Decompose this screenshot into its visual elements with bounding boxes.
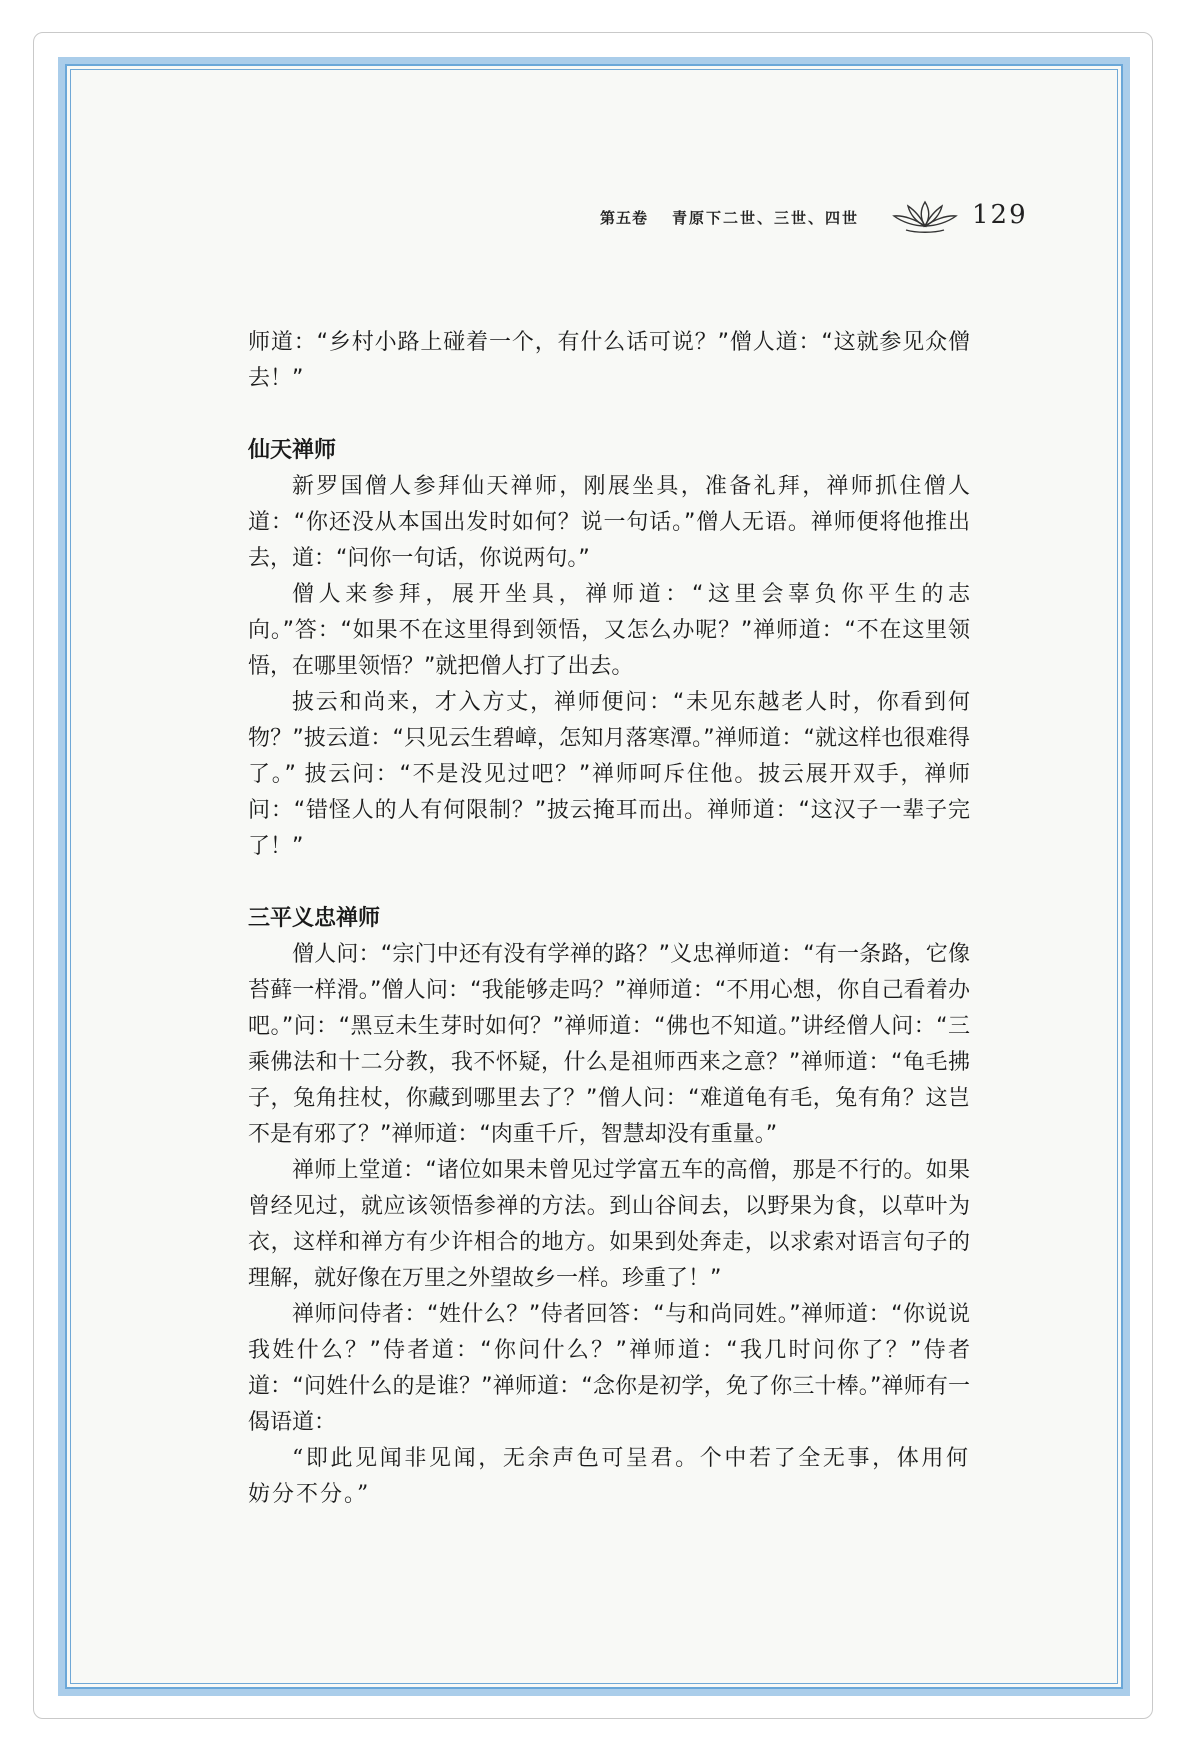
paragraph: 僧人来参拜，展开坐具，禅师道：“这里会辜负你平生的志向。”答：“如果不在这里得到领悟，又怎么办呢？”禅师道：“不在这里领悟，在哪里领悟？”就把僧人打了出去。 xyxy=(248,582,970,679)
paragraph: 新罗国僧人参拜仙天禅师，刚展坐具，准备礼拜，禅师抓住僧人道：“你还没从本国出发时如何？说一句话。”僧人无语。禅师便将他推出去，道：“问你一句话，你说两句。” xyxy=(248,474,970,571)
header-volume: 第五卷 xyxy=(600,209,649,227)
section-heading-sanping: 三平义忠禅师 xyxy=(248,906,381,931)
paragraph: 僧人问：“宗门中还有没有学禅的路？”义忠禅师道：“有一条路，它像苔藓一样滑。”僧人问：“我能够走吗？”禅师道：“不用心想，你自己看着办吧。”问：“黑豆未生芽时如何？”禅师道：“佛也不知道。”讲经僧人问：“三乘佛法和十二分教，我不怀疑，什么是祖师西来之意？”禅师道：“龟毛拂子，兔角拄杖，你藏到哪里去了？”僧人问：“难道龟有毛，兔有角？这岂不是有邪了？”禅师道：“肉重千斤，智慧却没有重量。” xyxy=(248,942,970,1147)
header-title: 青原下二世、三世、四世 xyxy=(672,209,860,227)
section-heading-xiantian: 仙天禅师 xyxy=(248,438,337,463)
page-number: 129 xyxy=(972,200,1028,230)
page-body xyxy=(248,325,970,1513)
intro-paragraph: 师道：“乡村小路上碰着一个，有什么话可说？”僧人道：“这就参见众僧去！” xyxy=(248,330,970,391)
lotus-icon xyxy=(892,198,958,236)
paragraph: 禅师上堂道：“诸位如果未曾见过学富五车的高僧，那是不行的。如果曾经见过，就应该领悟参禅的方法。到山谷间去，以野果为食，以草叶为衣，这样和禅方有少许相合的地方。如果到处奔走，以求索对语言句子的理解，就好像在万里之外望故乡一样。珍重了！” xyxy=(248,1158,970,1291)
verse: “即此见闻非见闻，无余声色可呈君。个中若了全无事，体用何妨分不分。” xyxy=(248,1446,970,1507)
paragraph: 禅师问侍者：“姓什么？”侍者回答：“与和尚同姓。”禅师道：“你说说我姓什么？”侍者道：“你问什么？”禅师道：“我几时问你了？”侍者道：“问姓什么的是谁？”禅师道：“念你是初学，免了你三十棒。”禅师有一偈语道： xyxy=(248,1302,970,1435)
running-header xyxy=(600,198,1030,238)
paragraph: 披云和尚来，才入方丈，禅师便问：“未见东越老人时，你看到何物？”披云道：“只见云生碧嶂，怎知月落寒潭。”禅师道：“就这样也很难得了。” 披云问：“不是没见过吧？”禅师呵斥住他。披云展开双手，禅师问：“错怪人的人有何限制？”披云掩耳而出。禅师道：“这汉子一辈子完了！” xyxy=(248,690,970,859)
